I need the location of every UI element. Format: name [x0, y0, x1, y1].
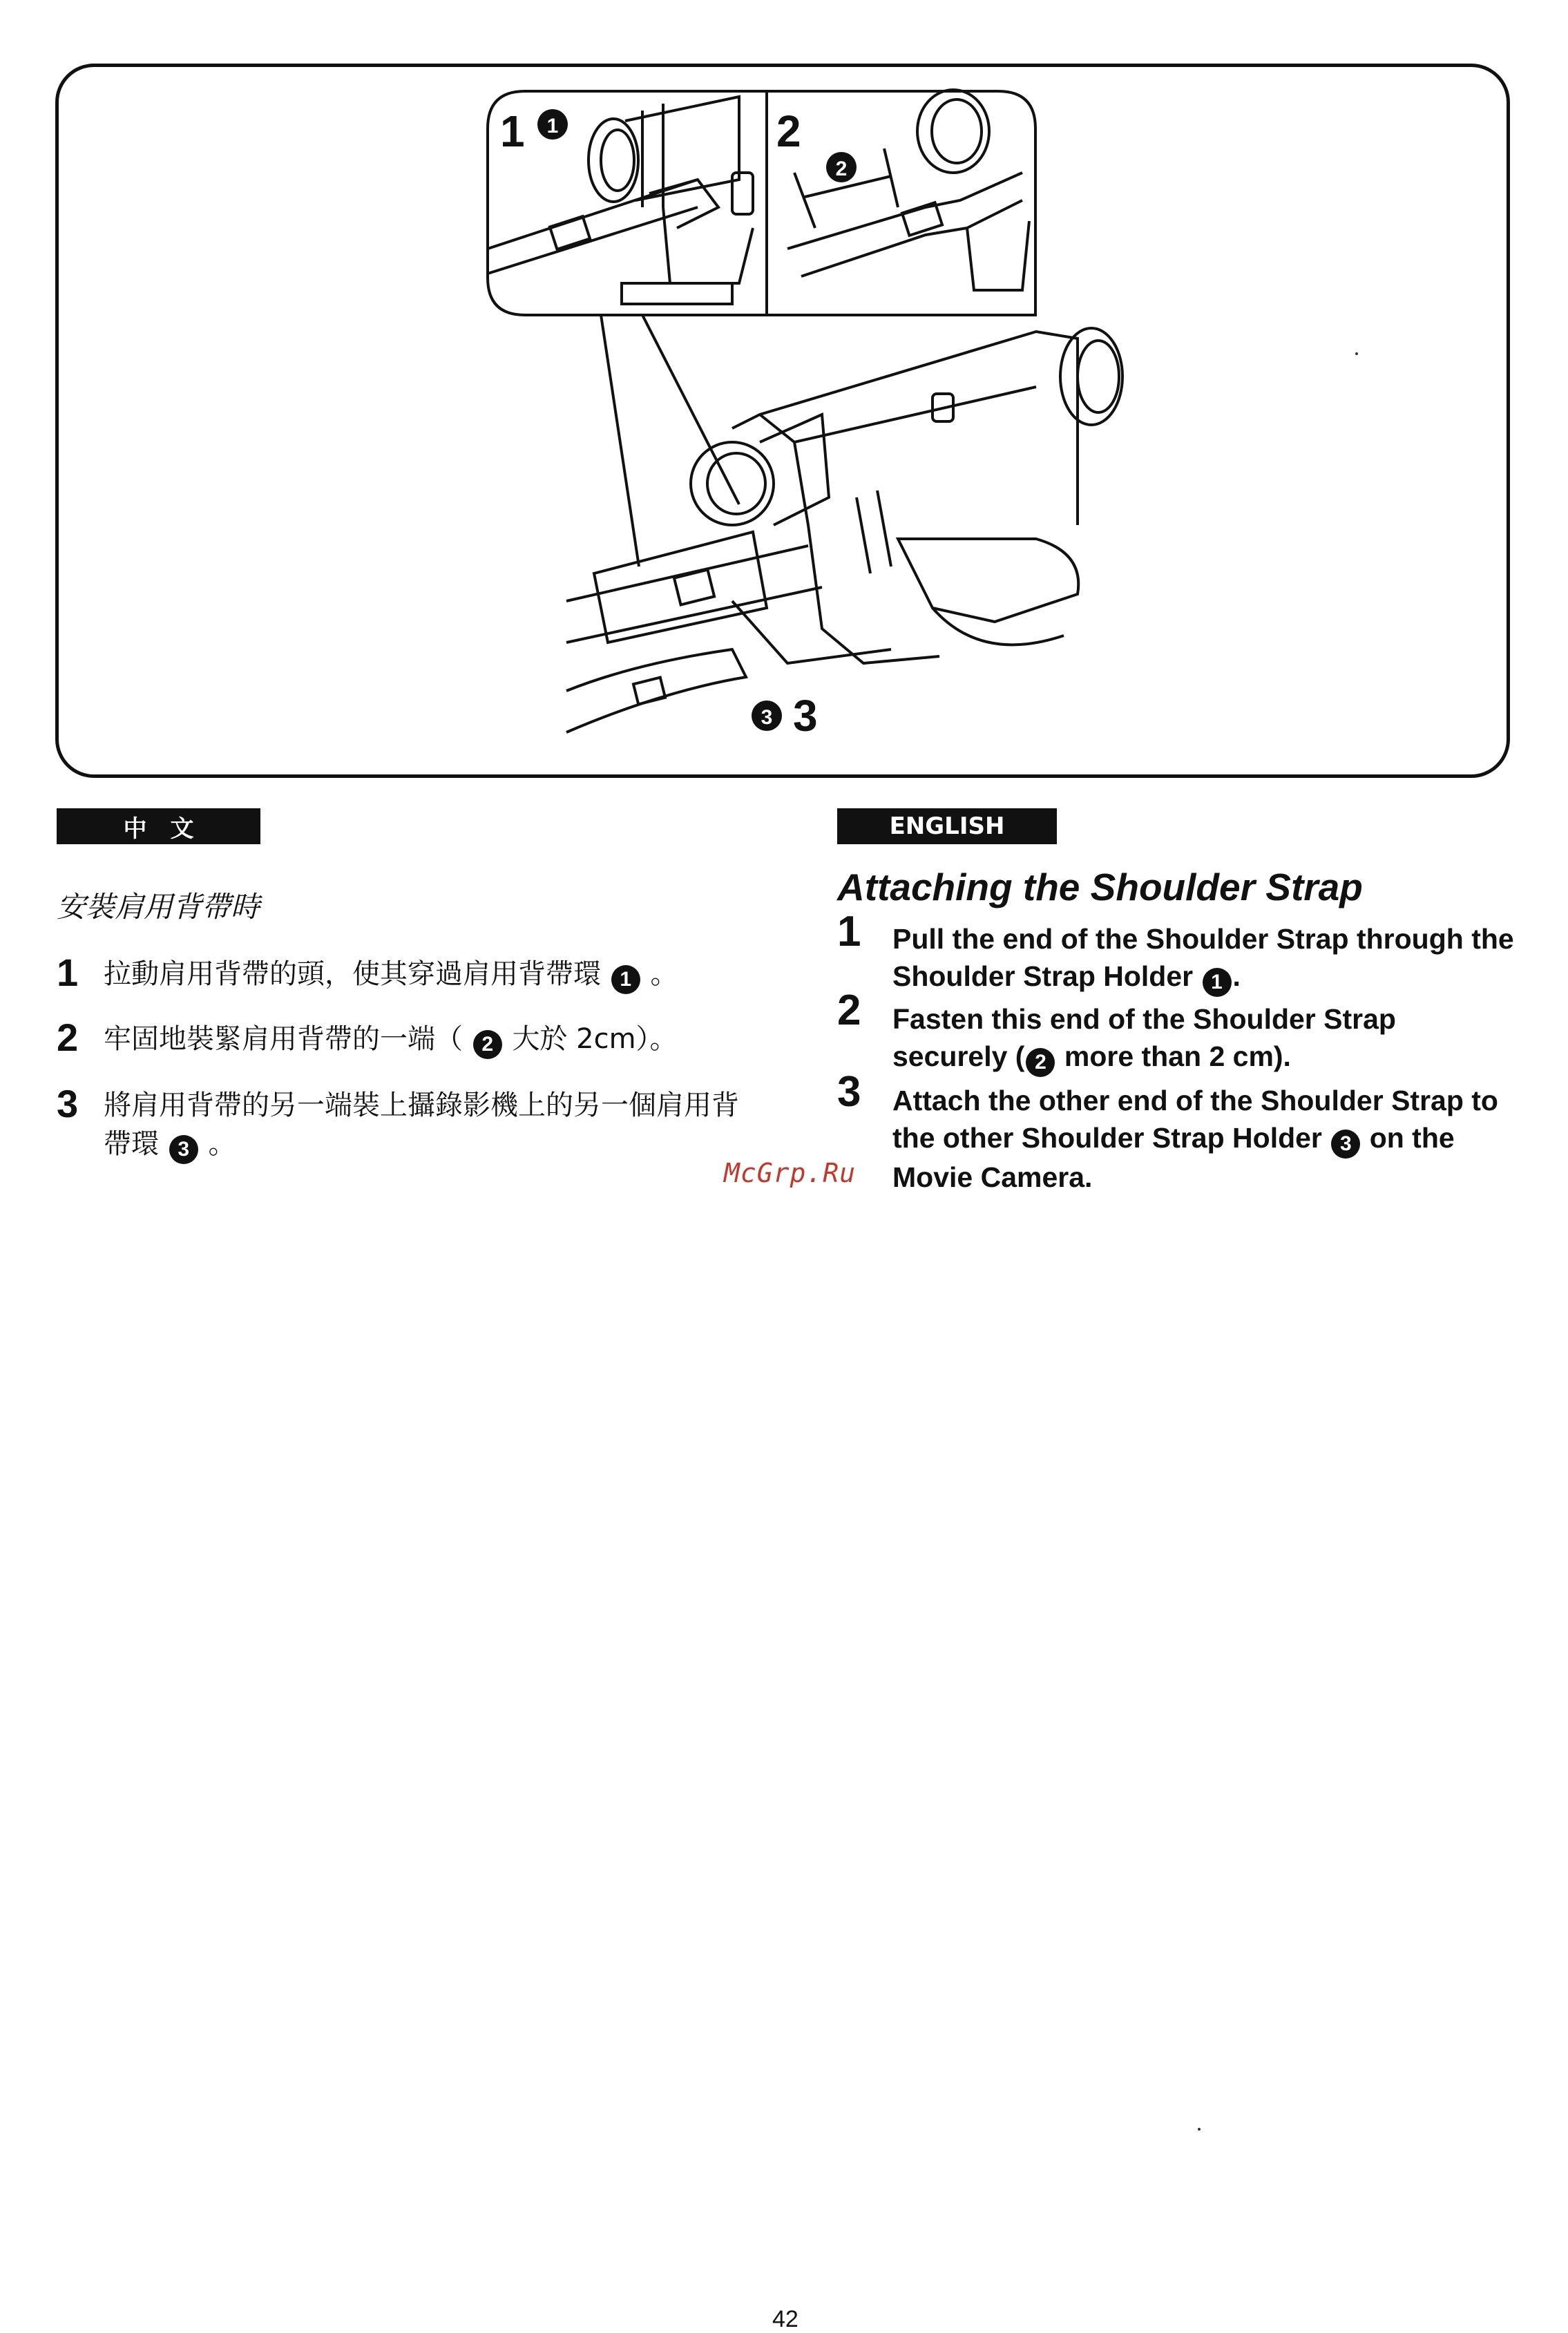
chinese-section-tag: 中文	[57, 808, 260, 844]
english-section-tag: ENGLISH	[837, 808, 1057, 844]
figure-label-2: 2	[776, 106, 801, 156]
figure-callout-2: 2	[835, 158, 848, 180]
en-step-1-marker: 1	[1203, 968, 1232, 997]
zh-step-2-text-b: 大於 2cm）。	[512, 1023, 678, 1055]
zh-step-3-text-a: 將肩用背帶的另一端裝上攝錄影機上的另一個肩用背帶環	[104, 1089, 739, 1160]
figure-label-3: 3	[793, 691, 818, 741]
zh-step-1-text	[104, 955, 753, 994]
en-step-3-number: 3	[837, 1068, 861, 1116]
en-step-1-text	[892, 920, 1514, 997]
en-step-1-text-a: Pull the end of the Shoulder Strap through the Shoulder Strap Holder	[892, 923, 1514, 992]
en-step-3-text	[892, 1082, 1514, 1196]
camera-illustration	[0, 0, 1568, 788]
en-step-1-text-b: .	[1232, 960, 1241, 992]
figure-label-1: 1	[500, 106, 525, 156]
zh-step-3-text	[104, 1086, 753, 1164]
english-title: Attaching the Shoulder Strap	[837, 866, 1363, 908]
en-step-2-text	[892, 1000, 1514, 1077]
en-step-2-text-a: Fasten this end of the Shoulder Strap securely (	[892, 1003, 1396, 1072]
en-step-3-text-b: on the Movie Camera.	[892, 1122, 1455, 1193]
inset-panel-2	[767, 90, 1035, 315]
zh-step-2-number: 2	[57, 1016, 79, 1059]
main-camera	[566, 328, 1122, 732]
en-step-2-marker: 2	[1026, 1048, 1055, 1077]
zh-step-3-number: 3	[57, 1082, 79, 1125]
zh-step-1-number: 1	[57, 951, 79, 994]
en-step-3-marker: 3	[1331, 1130, 1360, 1159]
zh-step-2-text	[104, 1020, 753, 1059]
zh-step-1-marker: 1	[611, 965, 640, 994]
zh-step-2-marker: 2	[473, 1030, 502, 1059]
figure-callout-3: 3	[761, 706, 773, 729]
watermark: McGrp.Ru	[724, 1158, 857, 1188]
en-step-2-number: 2	[837, 987, 861, 1034]
en-step-3-text-a: Attach the other end of the Shoulder Strap to the other Shoulder Strap Holder	[892, 1085, 1498, 1154]
zh-step-1-text-b: 。	[650, 958, 678, 990]
speck	[1198, 2128, 1201, 2131]
chinese-title: 安裝肩用背帶時	[57, 890, 260, 924]
en-step-1-number: 1	[837, 908, 861, 955]
figure-callout-1: 1	[546, 115, 559, 137]
zh-step-3-marker: 3	[169, 1135, 198, 1164]
page-number: 42	[772, 2306, 799, 2332]
en-step-2-text-b: more than 2 cm).	[1064, 1040, 1291, 1072]
speck	[1355, 352, 1358, 355]
zh-step-2-text-a: 牢固地裝緊肩用背帶的一端（	[104, 1023, 463, 1055]
zh-step-1-text-a: 拉動肩用背帶的頭，使其穿過肩用背帶環	[104, 958, 601, 990]
inset-panel-1	[488, 91, 767, 315]
zh-step-3-text-b: 。	[208, 1128, 236, 1160]
